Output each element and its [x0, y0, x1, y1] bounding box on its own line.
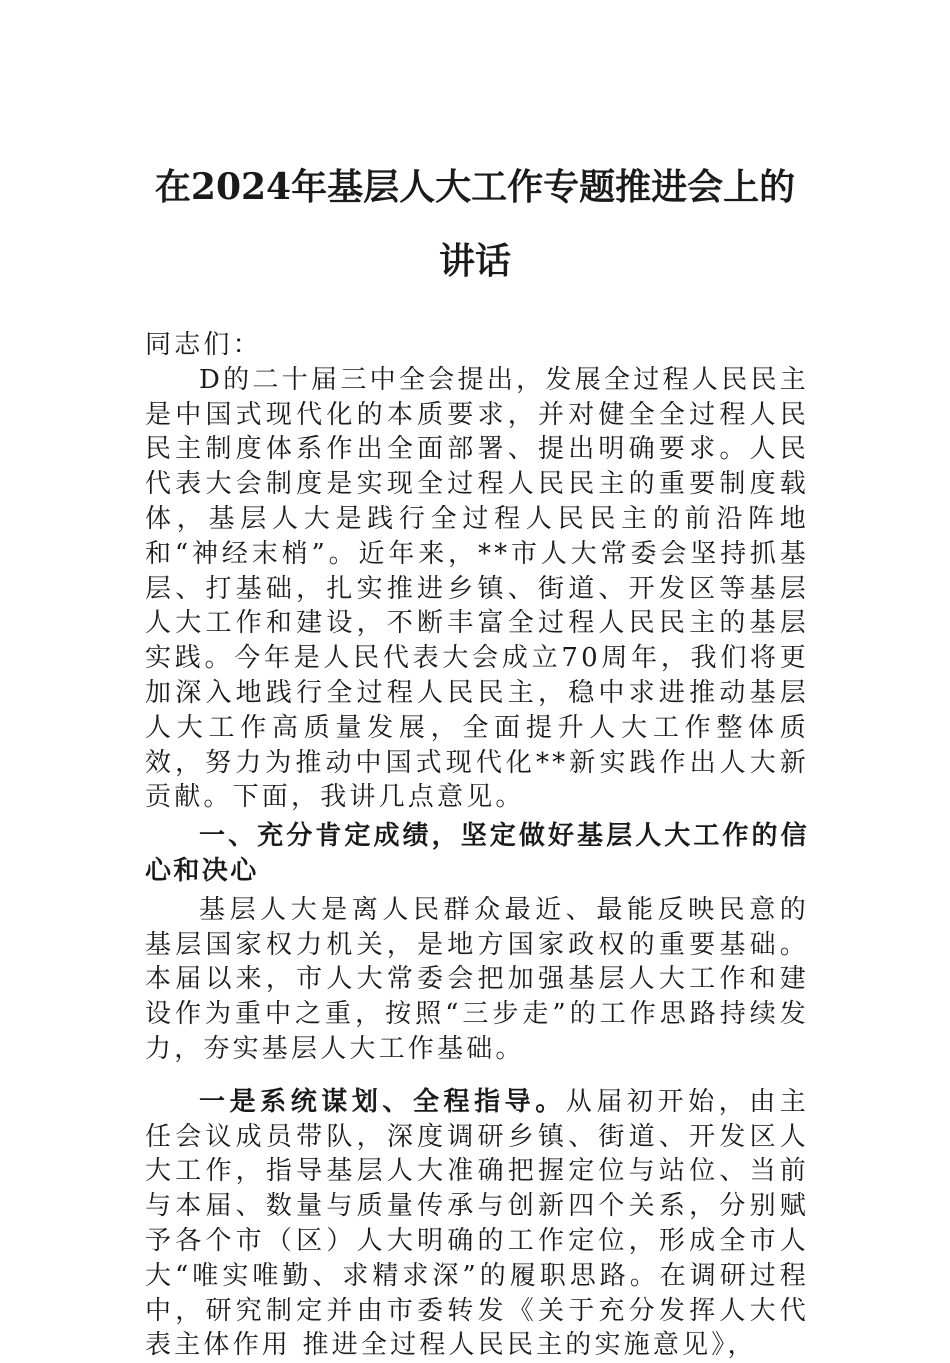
point-1-lead: 一是系统谋划、全程指导。 — [199, 1086, 566, 1117]
point-1-body: 从届初开始，由主任会议成员带队，深度调研乡镇、街道、开发区人大工作，指导基层人大准确把握定位与站位、当前与本届、数量与质量传承与创新四个关系，分别赋予各个市（区）人大明确的工作定位，形成全市人大“唯实唯勤、求精求深”的履职思路。在调研过程中，研究制定并由市委转发《关于充分发挥人大代表主体作用 推进全过程人民民主的实施意见》， — [145, 1086, 809, 1361]
document-title: 在2024年基层人大工作专题推进会上的讲话 — [154, 166, 796, 282]
salutation: 同志们： — [145, 330, 262, 360]
intro-paragraph: D的二十届三中全会提出，发展全过程人民民主是中国式现代化的本质要求，并对健全全过程人民民主制度体系作出全面部署、提出明确要求。人民代表大会制度是实现全过程人民民主的重要制度载体，基层人大是践行全过程人民民主的前沿阵地和“神经末梢”。近年来，**市人大常委会坚持抓基层、打基础，扎实推进乡镇、街道、开发区等基层人大工作和建设，不断丰富全过程人民民主的基层实践。今年是人民代表大会成立70周年，我们将更加深入地践行全过程人民民主，稳中求进推动基层人大工作高质量发展，全面提升人大工作整体质效，努力为推动中国式现代化**新实践作出人大新贡献。下面，我讲几点意见。 — [145, 364, 809, 813]
section-1-intro-paragraph: 基层人大是离人民群众最近、最能反映民意的基层国家权力机关，是地方国家政权的重要基础。本届以来，市人大常委会把加强基层人大工作和建设作为重中之重，按照“三步走”的工作思路持续发力，夯实基层人大工作基础。 — [145, 894, 809, 1064]
document-body — [145, 328, 809, 1363]
section-heading-1: 一、充分肯定成绩，坚定做好基层人大工作的信心和决心 — [145, 821, 809, 886]
point-1-paragraph — [145, 1085, 809, 1363]
